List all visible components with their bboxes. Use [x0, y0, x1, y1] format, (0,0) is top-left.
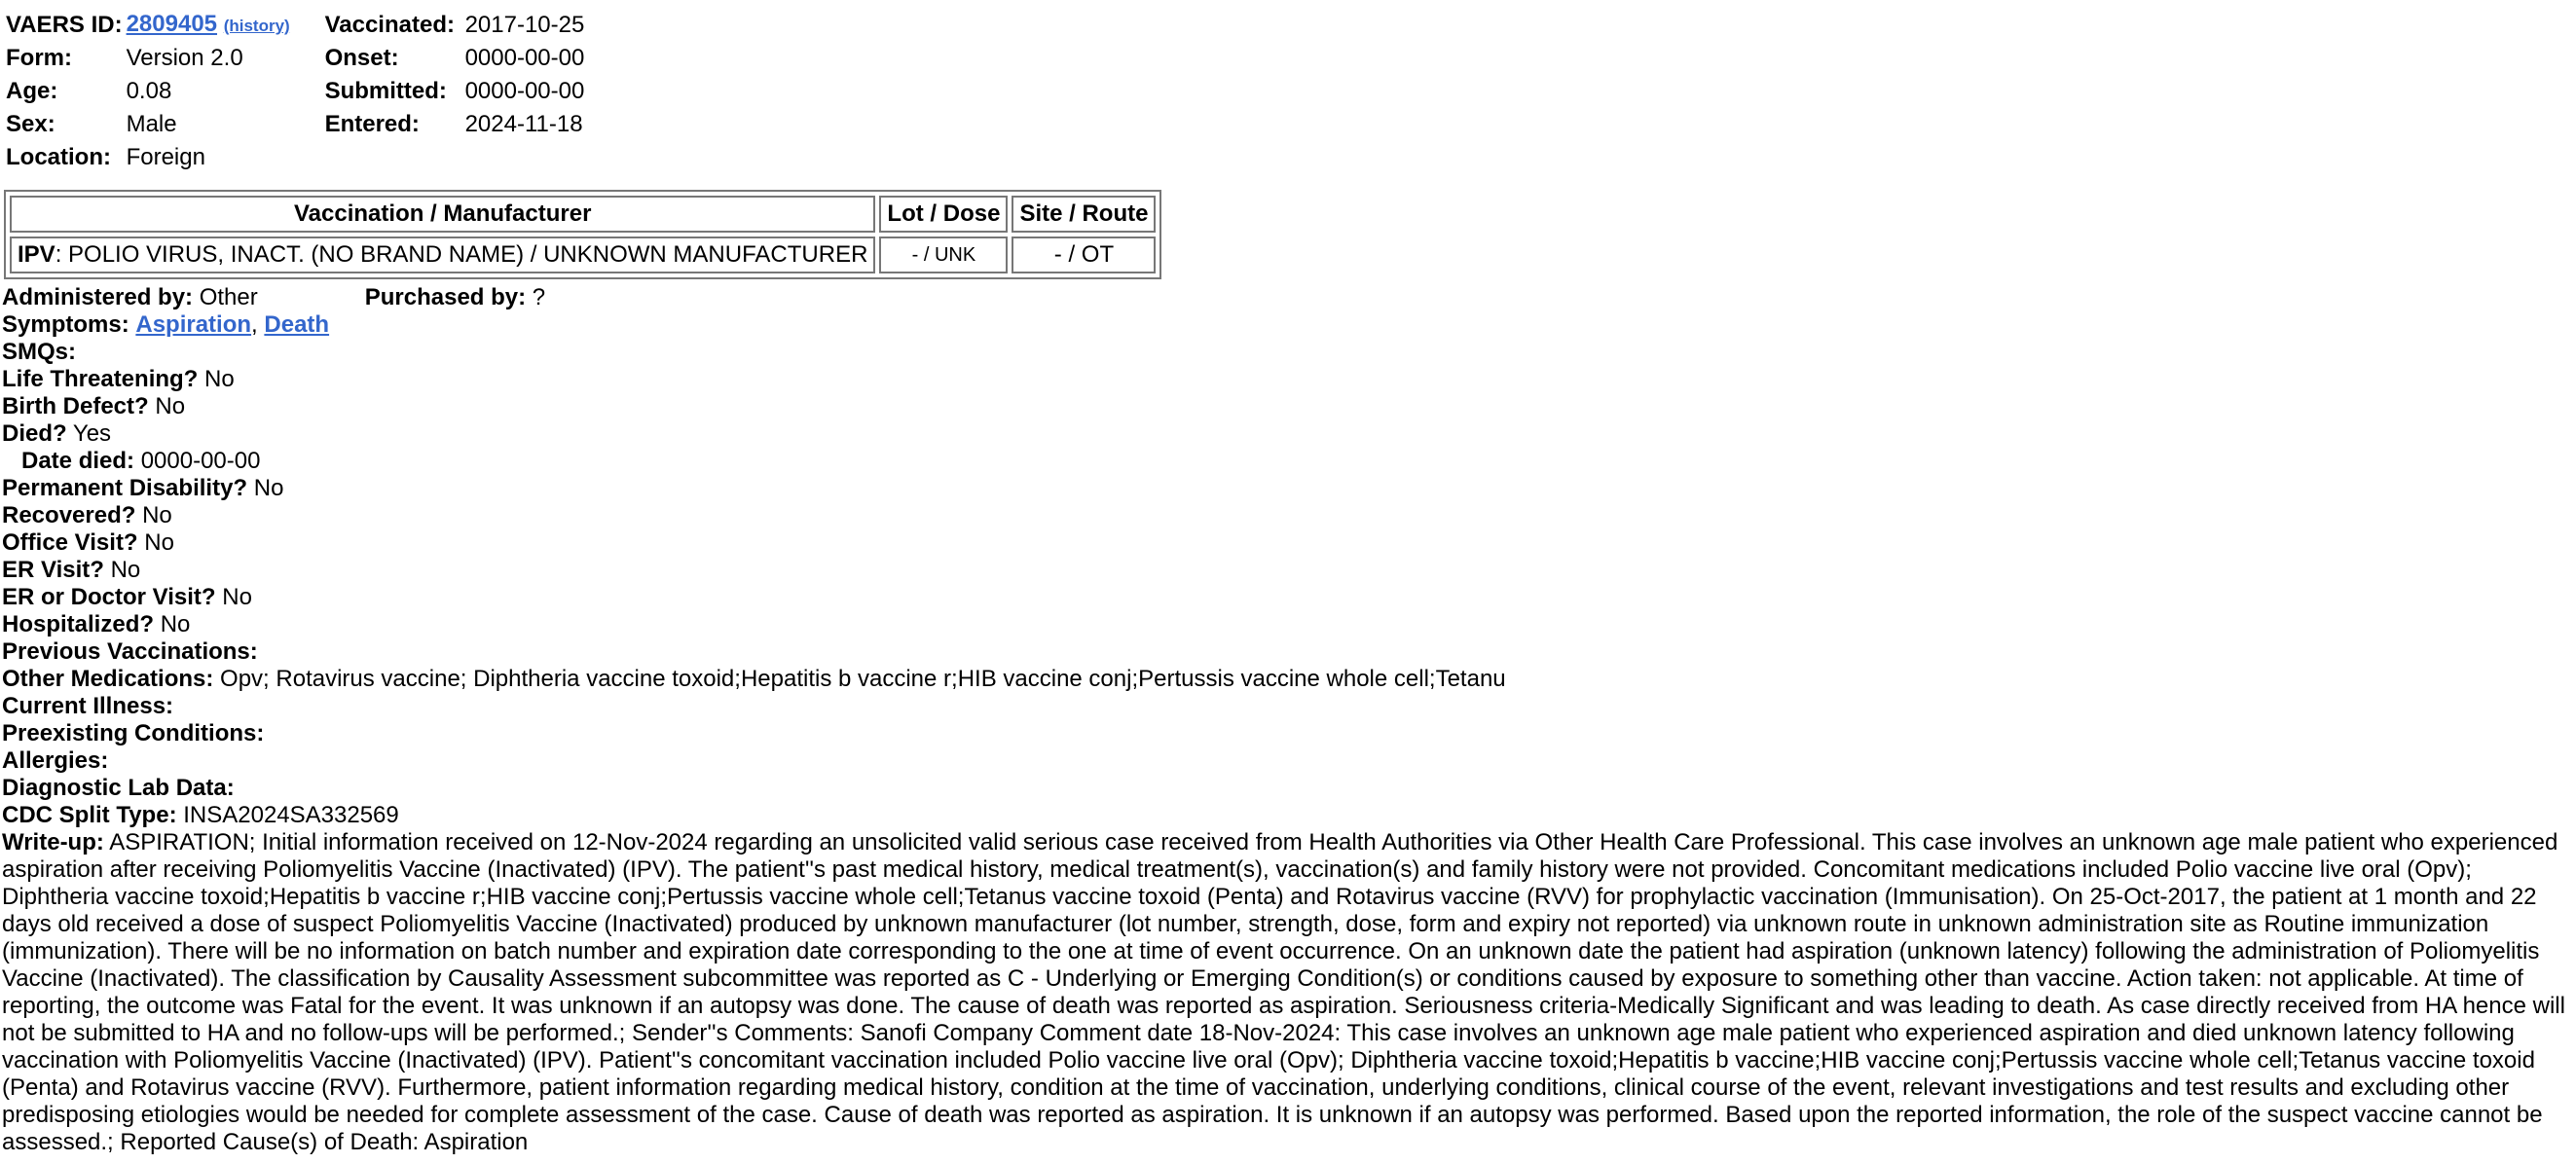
other-medications-label: Other Medications:	[2, 666, 214, 692]
smqs-label: SMQs:	[2, 339, 77, 365]
date-died-label: Date died:	[21, 448, 135, 474]
history-link[interactable]: (history)	[223, 17, 290, 35]
lot-dose-header: Lot / Dose	[879, 196, 1008, 233]
administered-row	[2, 284, 2572, 311]
onset-label: Onset:	[324, 45, 399, 71]
er-doctor-visit-value: No	[222, 584, 252, 610]
cdc-split-type-value: INSA2024SA332569	[183, 802, 399, 828]
report-details	[2, 284, 2572, 1156]
permanent-disability-row	[2, 475, 2572, 502]
died-row	[2, 420, 2572, 448]
other-medications-value: Opv; Rotavirus vaccine; Diphtheria vaccine toxoid;Hepatitis b vaccine r;HIB vaccine conj;Pertussis vaccine whole cell;Tetanu	[220, 666, 1506, 692]
report-header	[6, 9, 588, 174]
cdc-split-type-row	[2, 802, 2572, 829]
permanent-disability-value: No	[253, 475, 284, 501]
symptom-separator: ,	[251, 311, 265, 338]
sex-label: Sex:	[6, 111, 55, 137]
recovered-label: Recovered?	[2, 502, 136, 528]
vaccination-table-header-row	[10, 196, 1156, 233]
age-label: Age:	[6, 78, 58, 104]
office-visit-label: Office Visit?	[2, 529, 138, 556]
birth-defect-label: Birth Defect?	[2, 393, 149, 419]
other-medications-row	[2, 666, 2572, 693]
onset-value: 0000-00-00	[464, 45, 585, 71]
previous-vaccinations-label: Previous Vaccinations:	[2, 638, 258, 665]
vaccinated-value: 2017-10-25	[464, 12, 585, 38]
submitted-label: Submitted:	[324, 78, 447, 104]
recovered-row	[2, 502, 2572, 529]
vaccine-name-cell	[10, 236, 875, 273]
life-threatening-value: No	[204, 366, 235, 392]
date-died-row	[2, 448, 2572, 475]
life-threatening-label: Life Threatening?	[2, 366, 199, 392]
form-value: Version 2.0	[126, 45, 243, 71]
table-row	[10, 236, 1156, 273]
er-visit-label: ER Visit?	[2, 557, 104, 583]
location-value: Foreign	[126, 144, 205, 170]
form-label: Form:	[6, 45, 72, 71]
cdc-split-type-label: CDC Split Type:	[2, 802, 177, 828]
preexisting-conditions-label: Preexisting Conditions:	[2, 720, 265, 746]
location-label: Location:	[6, 144, 111, 170]
birth-defect-value: No	[155, 393, 186, 419]
permanent-disability-label: Permanent Disability?	[2, 475, 248, 501]
current-illness-label: Current Illness:	[2, 693, 174, 719]
sex-value: Male	[126, 111, 177, 137]
hospitalized-value: No	[160, 611, 191, 637]
vaccine-code: IPV	[18, 241, 55, 268]
diagnostic-lab-data-row	[2, 775, 2572, 802]
vaers-id-label: VAERS ID:	[6, 12, 123, 38]
hospitalized-label: Hospitalized?	[2, 611, 155, 637]
header-table	[6, 9, 588, 174]
empty-cell	[325, 141, 465, 174]
purchased-label: Purchased by:	[364, 284, 527, 310]
date-died-value: 0000-00-00	[140, 448, 261, 474]
entered-value: 2024-11-18	[464, 111, 583, 137]
symptom-link-aspiration[interactable]: Aspiration	[135, 311, 252, 338]
vaccine-name: : POLIO VIRUS, INACT. (NO BRAND NAME) / UNKNOWN MANUFACTURER	[55, 241, 868, 268]
preexisting-conditions-row	[2, 720, 2572, 747]
administered-value: Other	[199, 284, 258, 310]
life-threatening-row	[2, 366, 2572, 393]
birth-defect-row	[2, 393, 2572, 420]
vaccinated-label: Vaccinated:	[324, 12, 455, 38]
allergies-label: Allergies:	[2, 747, 109, 774]
office-visit-value: No	[144, 529, 174, 556]
recovered-value: No	[142, 502, 172, 528]
er-doctor-visit-label: ER or Doctor Visit?	[2, 584, 216, 610]
vaccination-manufacturer-header: Vaccination / Manufacturer	[10, 196, 875, 233]
vaccination-table	[4, 190, 1161, 279]
writeup-row	[2, 829, 2572, 1156]
administered-label: Administered by:	[2, 284, 194, 310]
died-label: Died?	[2, 420, 67, 447]
er-visit-value: No	[110, 557, 141, 583]
site-route-header: Site / Route	[1012, 196, 1156, 233]
current-illness-row	[2, 693, 2572, 720]
symptom-link-death[interactable]: Death	[264, 311, 330, 338]
smqs-row	[2, 339, 2572, 366]
previous-vaccinations-row	[2, 638, 2572, 666]
lot-dose-cell: - / UNK	[879, 236, 1008, 273]
hospitalized-row	[2, 611, 2572, 638]
vaers-id-cell	[127, 9, 325, 42]
submitted-value: 0000-00-00	[464, 78, 585, 104]
er-visit-row	[2, 557, 2572, 584]
site-route-cell: - / OT	[1012, 236, 1156, 273]
diagnostic-lab-data-label: Diagnostic Lab Data:	[2, 775, 235, 801]
empty-cell	[465, 141, 589, 174]
symptoms-row	[2, 311, 2572, 339]
age-value: 0.08	[126, 78, 172, 104]
entered-label: Entered:	[324, 111, 420, 137]
office-visit-row	[2, 529, 2572, 557]
er-doctor-visit-row	[2, 584, 2572, 611]
vaers-id-link[interactable]: 2809405	[126, 11, 218, 37]
died-value: Yes	[72, 420, 112, 447]
purchased-value: ?	[532, 284, 546, 310]
writeup-text: ASPIRATION; Initial information received on 12-Nov-2024 regarding an unsolicited valid serious case received from Health Authorities via Other Health Care Professional. This case involves an unknown age male patient who experienced aspiration after receiving Poliomyelitis Vaccine (Inactivated) (IPV). The patient''s past medical history, medical treatment(s), vaccination(s) and family history were not provided. Concomitant medications included Polio vaccine live oral (Opv); Diphtheria vaccine toxoid;Hepatitis b vaccine r;HIB vaccine conj;Pertussis vaccine whole cell;Tetanus vaccine toxoid (Penta) and Rotavirus vaccine (RVV) for prophylactic vaccination (Immunisation). On 25-Oct-2017, the patient at 1 month and 22 days old received a dose of suspect Poliomyelitis Vaccine (Inactivated) produced by unknown manufacturer (lot number, strength, dose, form and expiry not reported) via unknown route in unknown administration site as Routine immunization (immunization). There will be no information on batch number and expiration date corresponding to the one at time of event occurrence. On an unknown date the patient had aspiration (unknown latency) following the administration of Poliomyelitis Vaccine (Inactivated). The classification by Causality Assessment subcommittee was reported as C - Underlying or Emerging Condition(s) or conditions caused by exposure to something other than vaccine. Action taken: not applicable. At time of reporting, the outcome was Fatal for the event. It was unknown if an autopsy was done. The cause of death was reported as aspiration. Seriousness criteria-Medically Significant and was leading to death. As case directly received from HA hence will not be submitted to HA and no follow-ups will be performed.; Sender''s Comments: Sanofi Company Comment date 18-Nov-2024: This case involves an unknown age male patient who experienced aspiration and died unknown latency following vaccination with Poliomyelitis Vaccine (Inactivated) (IPV). Patient''s concomitant vaccination included Polio vaccine live oral (Opv); Diphtheria vaccine toxoid;Hepatitis b vaccine;HIB vaccine conj;Pertussis vaccine whole cell;Tetanus vaccine toxoid (Penta) and Rotavirus vaccine (RVV). Furthermore, patient information regarding medical history, condition at the time of vaccination, underlying conditions, clinical course of the event, relevant investigations and test results and excluding other predisposing etiologies would be needed for complete assessment of the case. Cause of death was reported as aspiration. It is unknown if an autopsy was performed. Based upon the reported information, the role of the suspect vaccine cannot be assessed.; Reported Cause(s) of Death: Aspiration	[2, 829, 2565, 1155]
writeup-label: Write-up:	[2, 829, 104, 855]
allergies-row	[2, 747, 2572, 775]
symptoms-label: Symptoms:	[2, 311, 129, 338]
